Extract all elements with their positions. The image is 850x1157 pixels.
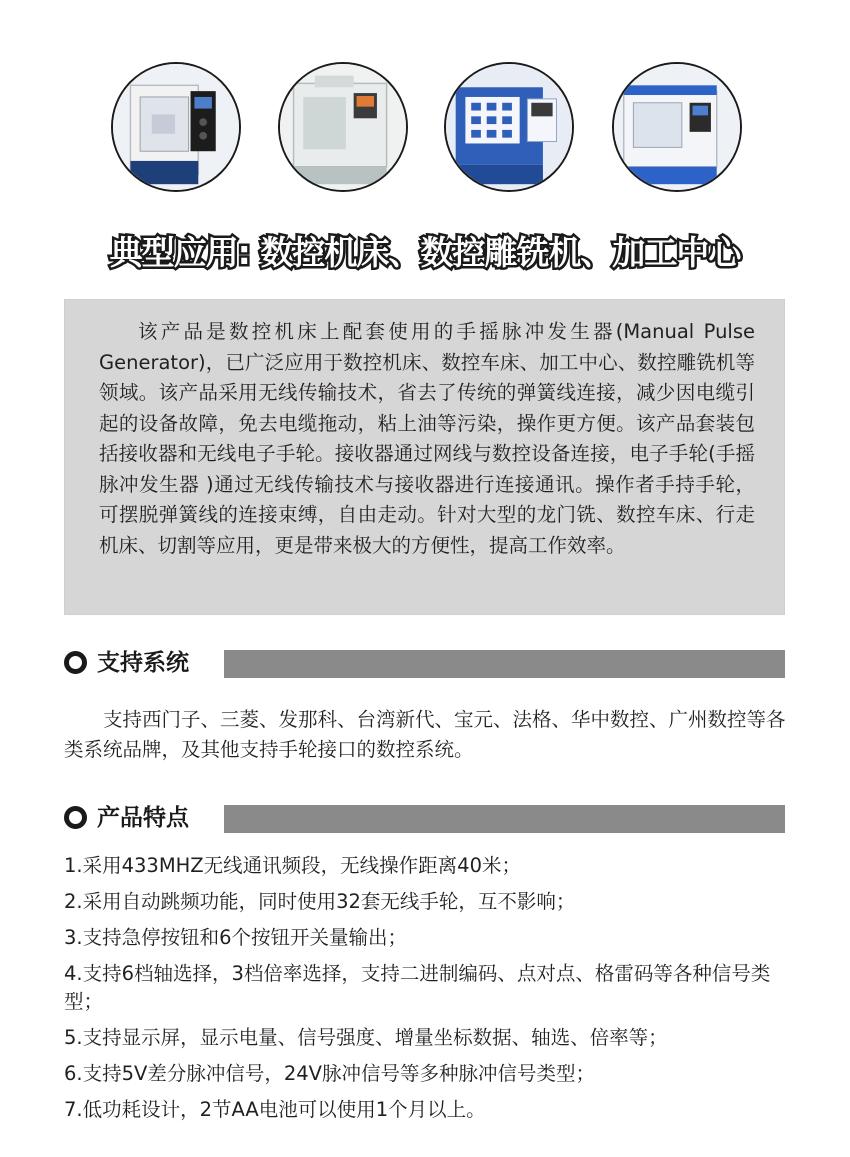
feature-item: 6.支持5V差分脉冲信号，24V脉冲信号等多种脉冲信号类型； (64, 1062, 596, 1085)
intro-text: 该产品是数控机床上配套使用的手摇脉冲发生器(Manual Pulse Generator)，已广泛应用于数控机床、数控车床、加工中心、数控雕铣机等领域。该产品采用无线传输技术，省去了传统的弹簧线连接，减少因电缆引起的设备故障，免去电缆拖动，粘上油等污染，操作更方便。该产品套装包括接收器和无线电子手轮。接收器通过网线与数控设备连接，电子手轮(手摇脉冲发生器 )通过无线传输技术与接收器进行连接通讯。操作者手持手轮，可摆脱弹簧线的连接束缚，自由走动。针对大型的龙门铣、数控车床、行走机床、切割等应用，更是带来极大的方便性，提高工作效率。 (99, 320, 755, 557)
feature-item: 7.低功耗设计，2节AA电池可以使用1个月以上。 (64, 1098, 486, 1121)
section-title-features: 产品特点 (97, 805, 189, 831)
machine-photo-1 (111, 62, 241, 192)
section-header-support (64, 648, 785, 678)
machine-photo-3 (444, 62, 574, 192)
machine-photo-2 (278, 62, 408, 192)
feature-item: 2.采用自动跳频功能，同时使用32套无线手轮，互不影响； (64, 890, 576, 913)
section-divider-bar (224, 650, 785, 678)
section-divider-bar (224, 805, 785, 833)
feature-item: 4.支持6档轴选择，3档倍率选择，支持二进制编码、点对点、格雷码等各种信号类型； (64, 962, 771, 1013)
circle-bullet-icon (64, 806, 87, 829)
feature-item: 3.支持急停按钮和6个按钮开关量输出； (64, 926, 408, 949)
circle-bullet-icon (64, 651, 87, 674)
feature-list (64, 852, 794, 1132)
intro-panel (64, 299, 785, 615)
section-header-features (64, 803, 785, 833)
feature-item: 1.采用433MHZ无线通讯频段，无线操作距离40米； (64, 854, 521, 877)
feature-item: 5.支持显示屏，显示电量、信号强度、增量坐标数据、轴选、倍率等； (64, 1026, 668, 1049)
application-photos (0, 62, 850, 197)
support-systems-text: 支持西门子、三菱、发那科、台湾新代、宝元、法格、华中数控、广州数控等各类系统品牌，及其他支持手轮接口的数控系统。 (64, 708, 786, 761)
application-headline: 典型应用: 数控机床、数控雕铣机、加工中心 (109, 233, 741, 272)
machine-photo-4 (612, 62, 742, 192)
section-title-support: 支持系统 (97, 650, 189, 676)
